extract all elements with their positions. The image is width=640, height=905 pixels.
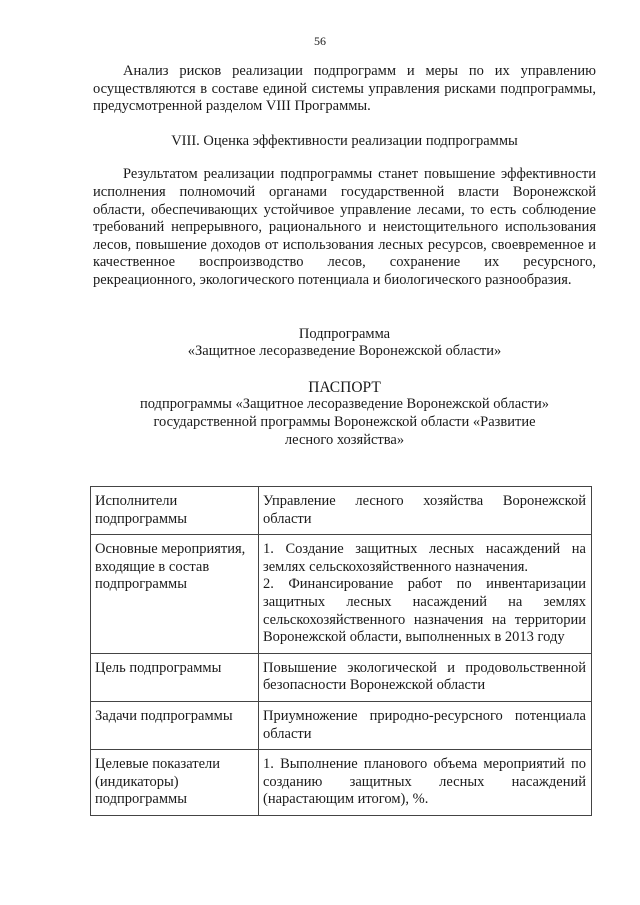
passport-title-block <box>93 379 596 449</box>
table-row <box>91 653 592 701</box>
row-value-line: 1. Выполнение планового объема мероприятий по созданию защитных лесных насаждений (нарастающим итогом), %. <box>263 756 586 808</box>
table-row <box>91 702 592 750</box>
row-label: Исполнители подпрограммы <box>91 487 259 535</box>
row-label: Задачи подпрограммы <box>91 702 259 750</box>
table-row <box>91 487 592 535</box>
row-value <box>259 702 592 750</box>
row-value-line: 1. Создание защитных лесных насаждений на землях сельскохозяйственного назначения. <box>263 541 586 575</box>
subprogram-name: «Защитное лесоразведение Воронежской области» <box>187 343 502 360</box>
passport-subtitle-line2: государственной программы Воронежской области «Развитие <box>153 413 536 430</box>
passport-title: ПАСПОРТ <box>308 378 381 396</box>
section-heading: VIII. Оценка эффективности реализации подпрограммы <box>171 132 518 149</box>
row-label: Основные мероприятия, входящие в состав подпрограммы <box>91 535 259 654</box>
row-value <box>259 653 592 701</box>
table-row <box>91 750 592 816</box>
subprogram-title-block <box>93 326 596 361</box>
passport-subtitle-line1: подпрограммы «Защитное лесоразведение Воронежской области» <box>139 396 550 413</box>
row-label: Целевые показатели (индикаторы) подпрограммы <box>91 750 259 816</box>
row-value-line: Приумножение природно-ресурсного потенциала области <box>263 708 586 742</box>
passport-subtitle-line3: лесного хозяйства» <box>284 431 405 448</box>
row-value <box>259 750 592 816</box>
passport-table <box>90 486 592 816</box>
row-value-line: 2. Финансирование работ по инвентаризации защитных лесных насаждений на землях сельскохозяйственного назначения на территории Воронежской области, выполненных в 2013 году <box>263 576 586 646</box>
table-row <box>91 535 592 654</box>
subprogram-label: Подпрограмма <box>298 325 391 342</box>
result-paragraph: Результатом реализации подпрограммы станет повышение эффективности исполнения полномочий органами государственной власти Воронежской области, обеспечивающих устойчивое управление лесами, то есть соблюдение требований непрерывного, рационального и неистощительного использования лесов, повышение доходов от использования лесных ресурсов, своевременное и качественное воспроизводство лесов, сохранение их ресурсного, рекреационного, экологического потенциала и биологического разнообразия. <box>93 166 596 288</box>
document-body <box>93 63 596 816</box>
row-value <box>259 535 592 654</box>
row-value-line: Повышение экологической и продовольственной безопасности Воронежской области <box>263 659 586 694</box>
row-value <box>259 487 592 535</box>
intro-paragraph: Анализ рисков реализации подпрограмм и меры по их управлению осуществляются в составе единой системы управления рисками подпрограммы, предусмотренной разделом VIII Программы. <box>93 63 596 115</box>
row-value-line: Управление лесного хозяйства Воронежской области <box>263 493 586 527</box>
page-number: 56 <box>314 34 326 48</box>
row-label: Цель подпрограммы <box>91 653 259 701</box>
